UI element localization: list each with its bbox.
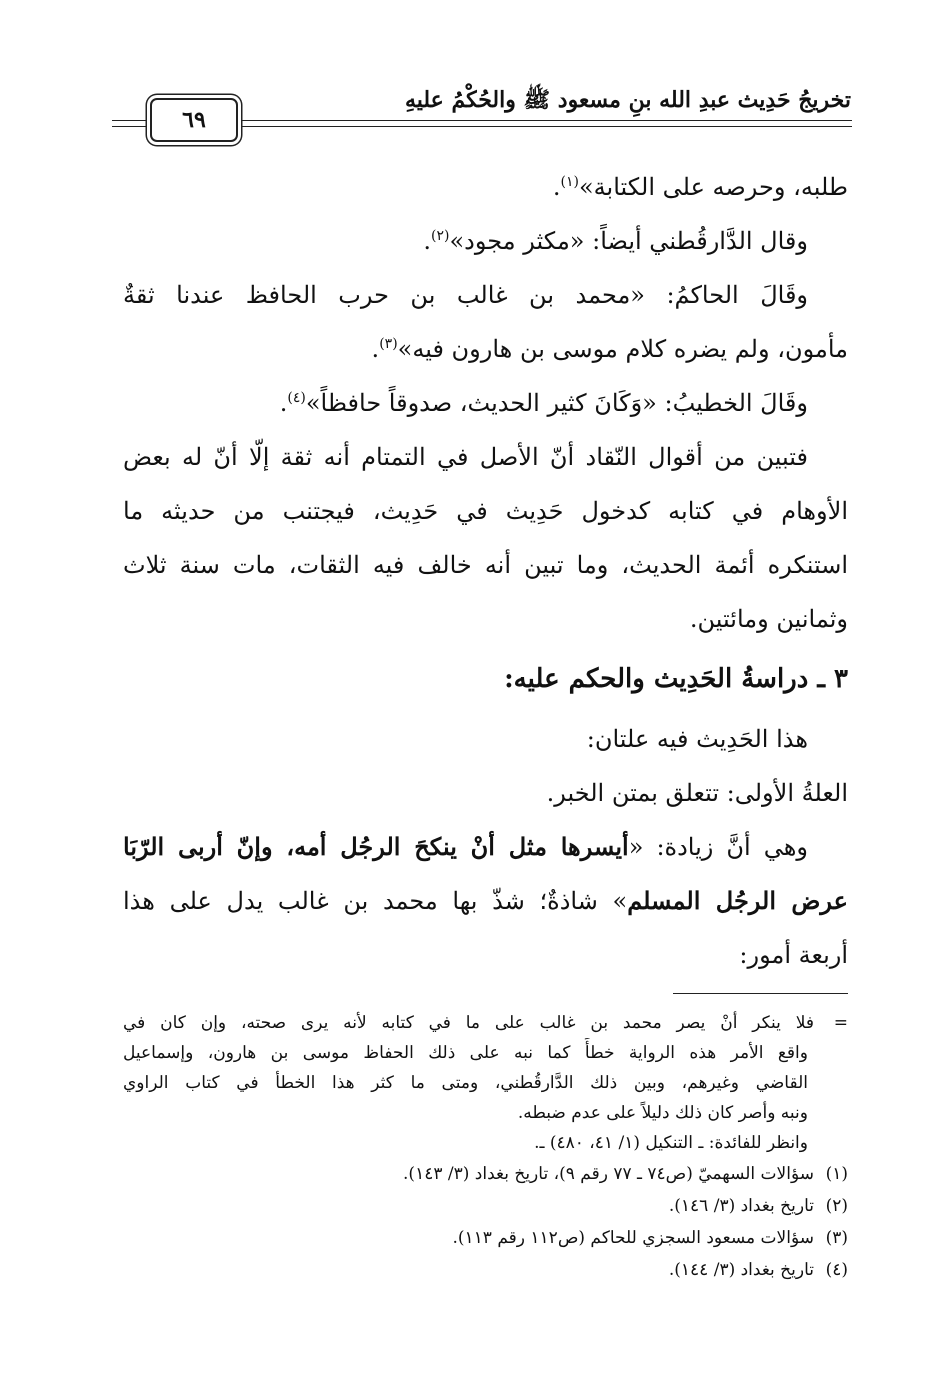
footnote-ref[interactable]: (٢) bbox=[431, 228, 450, 244]
text-line: وقَالَ الحاكمُ: «محمد بن غالب بن حرب الحافظ عندنا ثقةٌ bbox=[123, 281, 808, 309]
footnote-ref[interactable]: (١) bbox=[560, 174, 579, 190]
footnote-item: (١)سؤالات السهميّ (ص٧٤ ـ ٧٧ رقم ٩)، تاريخ بغداد (٣/ ١٤٣). bbox=[123, 1158, 848, 1190]
footnote-item: (٤)تاريخ بغداد (٣/ ١٤٤). bbox=[123, 1254, 848, 1286]
text-line: عرض الرجُل المسلم» شاذةٌ؛ شذّ بها محمد بن غالب يدل على هذا bbox=[123, 886, 848, 915]
footnote-continuation-line: ونبه وأصر كان ذلك دليلاً على عدم ضبطه. bbox=[517, 1103, 808, 1123]
text-line: هذا الحَدِيث فيه علتان: bbox=[586, 725, 808, 753]
page-number: ٦٩ bbox=[150, 98, 238, 142]
footnote-ref[interactable]: (٣) bbox=[379, 336, 398, 352]
main-text bbox=[123, 160, 848, 982]
footnote-number: (١) bbox=[825, 1164, 848, 1184]
footnote-continuation-line: واقع الأمر هذه الرواية خطأً كما نبه على ذلك الحفاظ موسى بن هارون، وإسماعيل bbox=[123, 1043, 808, 1063]
text-line: استنكره أئمة الحديث، وما تبين أنه خالف فيه الثقات، مات سنة ثلاث bbox=[123, 551, 848, 579]
text-line: وهي أنَّ زيادة: «أيسرها مثل أنْ ينكحَ الرجُل أمه، وإنّ أربى الرّبَا bbox=[123, 832, 808, 861]
footnote-number: (٣) bbox=[825, 1228, 848, 1248]
text-line: مأمون، ولم يضره كلام موسى بن هارون فيه»$^{(٣)}$. bbox=[371, 335, 848, 363]
footnote-ref[interactable]: (٤) bbox=[287, 390, 306, 406]
footnote-separator bbox=[673, 993, 848, 994]
footnote-number: (٢) bbox=[825, 1196, 848, 1216]
footnote-item: (٣)سؤالات مسعود السجزي للحاكم (ص١١٢ رقم ١١٣). bbox=[123, 1222, 848, 1254]
text-line: أربعة أمور: bbox=[739, 941, 848, 969]
text-line: وثمانين ومائتين. bbox=[689, 605, 848, 633]
text-line: وقَالَ الخطيبُ: «وَكَانَ كثير الحديث، صدوقاً حافظاً»$^{(٤)}$. bbox=[279, 389, 808, 417]
text-line: الأوهام في كتابه كدخول حَدِيث في حَدِيث، فيجتنب من حديثه ما bbox=[123, 497, 848, 525]
footnotes bbox=[123, 1008, 848, 1286]
text-line: العلةُ الأولى: تتعلق بمتن الخبر. bbox=[546, 779, 848, 807]
text-line: وقال الدَّارقُطني أيضاً: «مكثر مجود»$^{(٢)}$. bbox=[423, 227, 808, 255]
text-line: فتبين من أقوال النّقاد أنّ الأصل في التمتام أنه ثقة إلّا أنّ له بعض bbox=[123, 443, 809, 471]
footnote-continuation-line: وانظر للفائدة: ـ التنكيل (١/ ٤١، ٤٨٠) ـ. bbox=[534, 1133, 808, 1153]
footnote-item: (٢)تاريخ بغداد (٣/ ١٤٦). bbox=[123, 1190, 848, 1222]
running-header-title: تخريجُ حَدِيث عبدِ الله بنِ مسعود ﷺ والحُكْمُ عليهِ bbox=[404, 87, 851, 113]
footnote-continuation-line: القاضي وغيرهم، وبين ذلك الدَّارقُطني، ومتى ما كثر هذا الخطأ في كتاب الراوي bbox=[123, 1073, 808, 1093]
footnote-number: (٤) bbox=[825, 1260, 848, 1280]
section-heading: ٣ ـ دراسةُ الحَدِيث والحكم عليه: bbox=[504, 664, 848, 694]
footnote-continuation-line: =فلا ينكر أنْ يصر محمد بن غالب على ما في كتابه لأنه يرى صحته، وإن كان في bbox=[123, 1008, 848, 1038]
text-line: طلبه، وحرصه على الكتابة»$^{(١)}$. bbox=[552, 173, 848, 201]
continuation-marker: = bbox=[833, 1013, 848, 1033]
